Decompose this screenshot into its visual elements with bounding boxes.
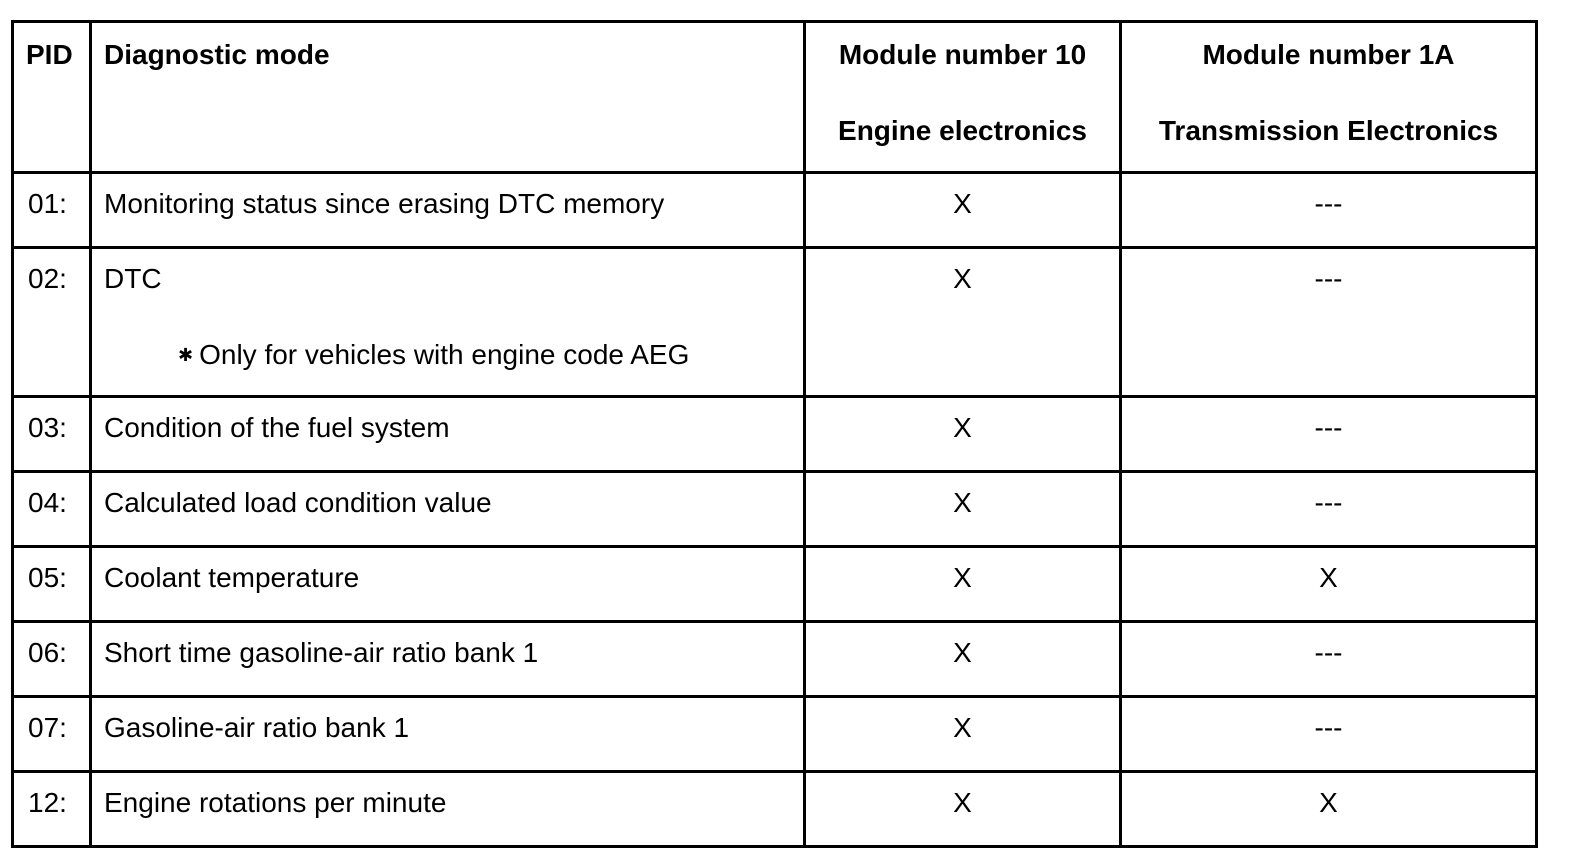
module-10-cell: X <box>805 173 1121 248</box>
header-module-10-number: Module number 10 <box>838 39 1087 70</box>
table-row <box>13 547 1537 622</box>
header-module-1a-number: Module number 1A <box>1202 39 1455 70</box>
pid-cell: 05: <box>13 547 91 622</box>
mode-note <box>178 339 803 371</box>
table-row <box>13 472 1537 547</box>
mode-cell: Gasoline-air ratio bank 1 <box>91 697 805 772</box>
module-1a-cell: --- <box>1121 472 1537 547</box>
module-10-cell: X <box>805 547 1121 622</box>
module-1a-cell: --- <box>1121 397 1537 472</box>
mode-cell: Calculated load condition value <box>91 472 805 547</box>
pid-cell: 01: <box>13 173 91 248</box>
module-1a-cell: --- <box>1121 622 1537 697</box>
header-diagnostic-mode: Diagnostic mode <box>91 22 805 173</box>
module-10-cell: X <box>805 397 1121 472</box>
module-10-cell: X <box>805 697 1121 772</box>
pid-diagnostic-table <box>11 20 1538 848</box>
table-header-row <box>13 22 1537 173</box>
table-row <box>13 173 1537 248</box>
asterisk-bullet-icon: ✱ <box>178 345 194 365</box>
header-module-1a <box>1121 22 1537 173</box>
table-row <box>13 248 1537 397</box>
mode-cell: Engine rotations per minute <box>91 772 805 847</box>
module-10-cell: X <box>805 248 1121 397</box>
header-module-1a-name: Transmission Electronics <box>1158 115 1499 146</box>
header-module-10-name: Engine electronics <box>838 115 1087 146</box>
mode-cell: Coolant temperature <box>91 547 805 622</box>
table-row <box>13 622 1537 697</box>
pid-cell: 04: <box>13 472 91 547</box>
table-row <box>13 397 1537 472</box>
mode-cell: Short time gasoline-air ratio bank 1 <box>91 622 805 697</box>
diagnostic-table-container <box>11 20 1535 848</box>
module-1a-cell: X <box>1121 772 1537 847</box>
mode-cell: Condition of the fuel system <box>91 397 805 472</box>
mode-note-text: Only for vehicles with engine code AEG <box>199 339 690 370</box>
module-1a-cell: --- <box>1121 697 1537 772</box>
mode-cell <box>91 248 805 397</box>
header-pid: PID <box>13 22 91 173</box>
module-10-cell: X <box>805 472 1121 547</box>
pid-cell: 03: <box>13 397 91 472</box>
pid-cell: 02: <box>13 248 91 397</box>
mode-label: DTC <box>104 263 162 294</box>
module-1a-cell: X <box>1121 547 1537 622</box>
module-1a-cell: --- <box>1121 173 1537 248</box>
table-row <box>13 697 1537 772</box>
pid-cell: 12: <box>13 772 91 847</box>
pid-cell: 06: <box>13 622 91 697</box>
mode-cell: Monitoring status since erasing DTC memory <box>91 173 805 248</box>
module-10-cell: X <box>805 772 1121 847</box>
header-module-10 <box>805 22 1121 173</box>
module-10-cell: X <box>805 622 1121 697</box>
pid-cell: 07: <box>13 697 91 772</box>
table-row <box>13 772 1537 847</box>
module-1a-cell: --- <box>1121 248 1537 397</box>
